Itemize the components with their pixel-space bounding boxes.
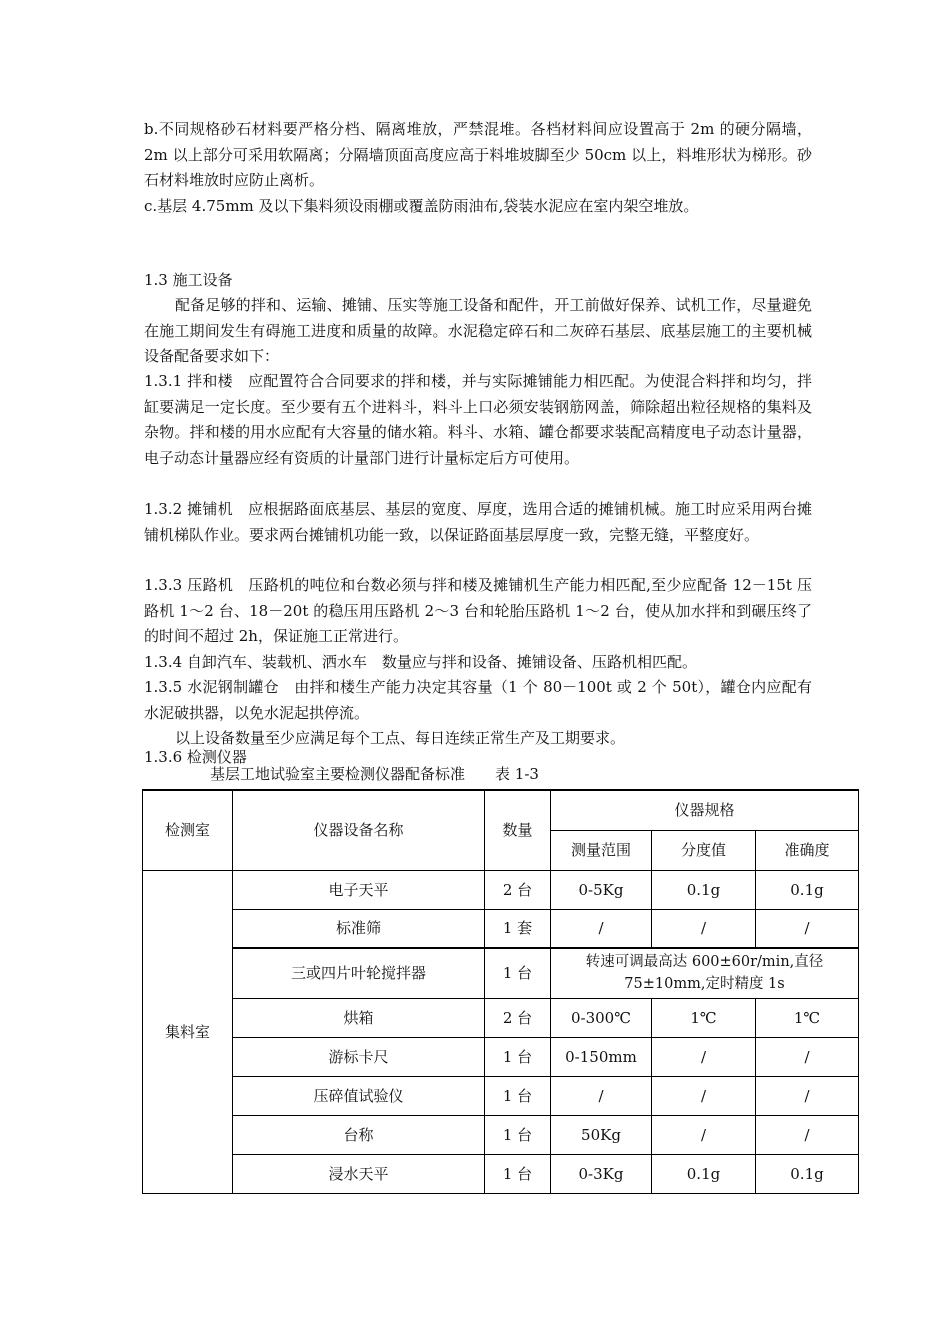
cell-spec-merged: 转速可调最高达 600±60r/min,直径 75±10mm,定时精度 1s — [551, 948, 859, 998]
cell-division: / — [652, 909, 756, 948]
table-caption: 基层工地试验室主要检测仪器配备标准 表 1-3 — [210, 765, 539, 783]
cell-accuracy: 0.1g — [756, 870, 859, 909]
cell-range: 0-5Kg — [551, 870, 652, 909]
header-quantity: 数量 — [485, 790, 551, 870]
closing-note: 以上设备数量至少应满足每个工点、每日连续正常生产及工期要求。 — [175, 729, 626, 747]
header-range: 测量范围 — [551, 830, 652, 870]
cell-qty: 2 台 — [485, 998, 551, 1037]
lab-cell: 集料室 — [143, 870, 233, 1193]
cell-range: 0-300℃ — [551, 998, 652, 1037]
cell-qty: 1 台 — [485, 1115, 551, 1154]
cell-name: 游标卡尺 — [233, 1037, 485, 1076]
header-instrument-name: 仪器设备名称 — [233, 790, 485, 870]
cell-range: / — [551, 1076, 652, 1115]
header-lab: 检测室 — [143, 790, 233, 870]
cell-range: 0-3Kg — [551, 1154, 652, 1193]
cell-accuracy: 1℃ — [756, 998, 859, 1037]
cell-name: 三或四片叶轮搅拌器 — [233, 948, 485, 998]
cell-name: 电子天平 — [233, 870, 485, 909]
cell-name: 压碎值试验仪 — [233, 1076, 485, 1115]
item-1-3-5-cement-silo: 1.3.5 水泥钢制罐仓 由拌和楼生产能力决定其容量（1 个 80－100t 或 2 个 50t），罐仓内应配有水泥破拱器，以免水泥起拱停流。 — [144, 678, 812, 722]
cell-range: 0-150mm — [551, 1037, 652, 1076]
cell-name: 标准筛 — [233, 909, 485, 948]
instrument-table — [142, 789, 859, 1194]
cell-division: 1℃ — [652, 998, 756, 1037]
table-row — [143, 1037, 859, 1076]
cell-name: 烘箱 — [233, 998, 485, 1037]
cell-name: 浸水天平 — [233, 1154, 485, 1193]
header-spec: 仪器规格 — [551, 790, 859, 830]
item-1-3-4-trucks: 1.3.4 自卸汽车、装载机、洒水车 数量应与拌和设备、摊铺设备、压路机相匹配。 — [144, 653, 697, 671]
section-intro: 配备足够的拌和、运输、摊铺、压实等施工设备和配件，开工前做好保养、试机工作，尽量避免在施工期间发生有碍施工进度和质量的故障。水泥稳定碎石和二灰碎石基层、底基层施工的主要机械设备配备要求如下： — [144, 296, 812, 365]
cell-qty: 1 台 — [485, 1076, 551, 1115]
table-row — [143, 1076, 859, 1115]
cell-division: 0.1g — [652, 870, 756, 909]
cell-accuracy: / — [756, 1115, 859, 1154]
table-row — [143, 909, 859, 948]
cell-division: / — [652, 1076, 756, 1115]
cell-range: / — [551, 909, 652, 948]
cell-name: 台称 — [233, 1115, 485, 1154]
cell-qty: 1 台 — [485, 1154, 551, 1193]
cell-qty: 2 台 — [485, 870, 551, 909]
cell-qty: 1 台 — [485, 1037, 551, 1076]
cell-accuracy: 0.1g — [756, 1154, 859, 1193]
section-heading: 1.3 施工设备 — [144, 271, 233, 289]
cell-qty: 1 套 — [485, 909, 551, 948]
table-row — [143, 948, 859, 998]
cell-division: / — [652, 1115, 756, 1154]
cell-accuracy: / — [756, 909, 859, 948]
cell-division: 0.1g — [652, 1154, 756, 1193]
cell-accuracy: / — [756, 1076, 859, 1115]
paragraph-b-storage: b.不同规格砂石材料要严格分档、隔离堆放，严禁混堆。各档材料间应设置高于 2m 的硬分隔墙，2m 以上部分可采用软隔离；分隔墙顶面高度应高于料堆坡脚至少 50cm 以上，料堆形状为梯形。砂石材料堆放时应防止离析。 — [144, 120, 812, 189]
header-division: 分度值 — [652, 830, 756, 870]
cell-division: / — [652, 1037, 756, 1076]
paragraph-c-storage: c.基层 4.75mm 及以下集料须设雨棚或覆盖防雨油布,袋装水泥应在室内架空堆放。 — [144, 197, 699, 215]
cell-accuracy: / — [756, 1037, 859, 1076]
item-1-3-2-paver: 1.3.2 摊铺机 应根据路面底基层、基层的宽度、厚度，选用合适的摊铺机械。施工时应采用两台摊铺机梯队作业。要求两台摊铺机功能一致，以保证路面基层厚度一致，完整无缝，平整度好。 — [144, 500, 812, 544]
cell-qty: 1 台 — [485, 948, 551, 998]
table-row — [143, 1154, 859, 1193]
item-1-3-6-instruments: 1.3.6 检测仪器 — [144, 748, 247, 766]
table-row — [143, 998, 859, 1037]
cell-range: 50Kg — [551, 1115, 652, 1154]
item-1-3-3-roller: 1.3.3 压路机 压路机的吨位和台数必须与拌和楼及摊铺机生产能力相匹配,至少应配备 12－15t 压路机 1～2 台、18－20t 的稳压用压路机 2～3 台和轮胎压路机 1～2 台，使从加水拌和到碾压终了的时间不超过 2h，保证施工正常进行。 — [144, 576, 812, 645]
item-1-3-1-mixing-plant: 1.3.1 拌和楼 应配置符合合同要求的拌和楼，并与实际摊铺能力相匹配。为使混合料拌和均匀，拌缸要满足一定长度。至少要有五个进料斗，料斗上口必须安装钢筋网盖，筛除超出粒径规格的集料及杂物。拌和楼的用水应配有大容量的储水箱。料斗、水箱、罐仓都要求装配高精度电子动态计量器，电子动态计量器应经有资质的计量部门进行计量标定后方可使用。 — [144, 372, 812, 467]
table-row — [143, 1115, 859, 1154]
header-accuracy: 准确度 — [756, 830, 859, 870]
table-row — [143, 870, 859, 909]
